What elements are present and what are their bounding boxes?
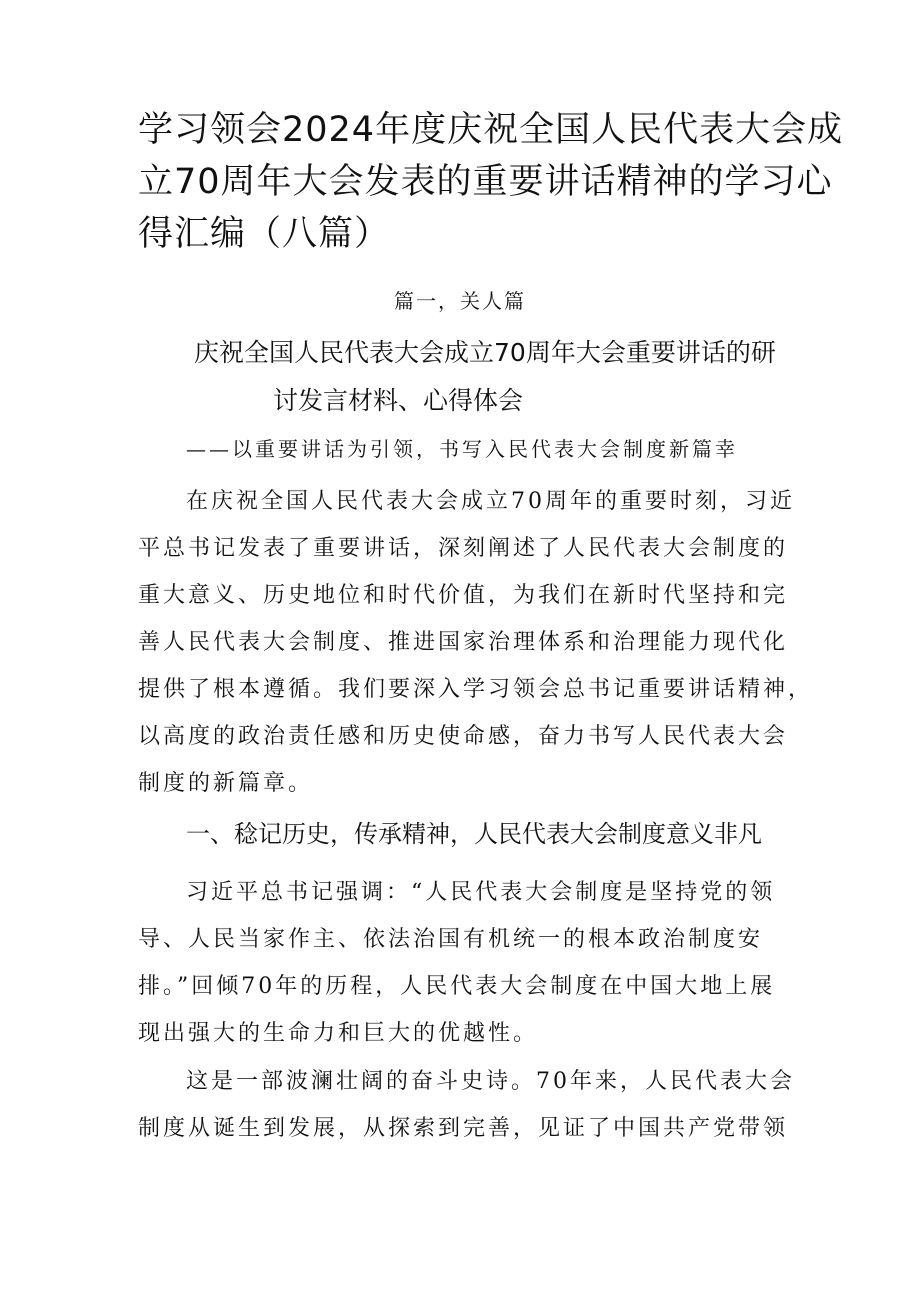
paragraph-line: 平总书记发表了重要讲话，深刻阐述了人民代表大会制度的 — [138, 536, 789, 561]
paragraph-line: 现出强大的生命力和巨大的优越性。 — [138, 1021, 539, 1046]
document-title — [138, 104, 844, 260]
paragraph-line: 善人民代表大会制度、推进国家治理体系和治理能力现代化 — [138, 630, 789, 655]
paragraph-3 — [138, 1058, 795, 1152]
paragraph-line: 制度的新篇章。 — [138, 771, 314, 796]
paragraph-1 — [138, 478, 814, 807]
paragraph-2 — [138, 869, 788, 1057]
paragraph-line: 提供了根本遵循。我们要深入学习领会总书记重要讲话精神， — [138, 677, 814, 702]
document-title-line: 立70周年大会发表的重要讲话精神的学习心 — [138, 162, 833, 202]
paragraph-line: 导、人民当家作主、依法治国有机统一的根本政治制度安 — [138, 927, 764, 952]
paragraph-line: 制度从诞生到发展，从探索到完善，见证了中国共产党带领 — [138, 1116, 789, 1141]
section-heading-1: 一、稔记历史，传承精神，人民代表大会制度意义非凡 — [186, 820, 762, 848]
paragraph-line: 以高度的政治责任感和历史使命感，奋力书写人民代表大会 — [138, 724, 789, 749]
paragraph-line: 习近平总书记强调：“人民代表大会制度是坚持党的领 — [186, 880, 776, 905]
document-title-line: 学习领会2024年度庆祝全国人民代表大会成 — [138, 110, 844, 150]
paragraph-line: 在庆祝全国人民代表大会成立70周年的重要时刻，习近 — [186, 489, 795, 514]
paragraph-line: 重大意义、历史地位和时代价值，为我们在新时代坚持和完 — [138, 583, 789, 608]
section-label: 篇一，关人篇 — [394, 289, 526, 313]
article-title-line: 庆祝全国人民代表大会成立70周年大会重要讲话的研 — [194, 338, 776, 367]
article-subtitle: ——以重要讲话为引领，书写入民代表大会制度新篇幸 — [186, 437, 738, 461]
article-title-line: 讨发言材料、心得体会 — [273, 386, 524, 415]
paragraph-line: 这是一部波澜壮阔的奋斗史诗。70年来，人民代表大会 — [186, 1069, 795, 1094]
document-title-line: 得汇编（八篇） — [138, 214, 391, 254]
paragraph-line: 排。”回倾70年的历程，人民代表大会制度在中国大地上展 — [138, 974, 776, 999]
